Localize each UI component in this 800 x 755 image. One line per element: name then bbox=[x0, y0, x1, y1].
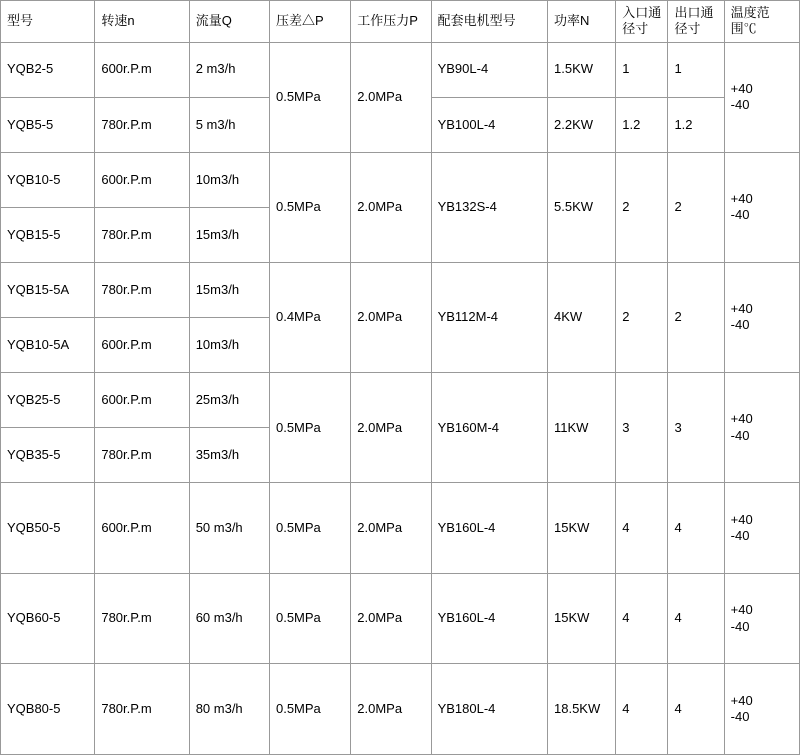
header-power: 功率N bbox=[548, 1, 616, 43]
cell-working-pressure: 2.0MPa bbox=[351, 42, 431, 152]
temperature-high: +40 bbox=[730, 191, 753, 207]
cell-outlet-diameter: 3 bbox=[668, 373, 724, 483]
cell-power: 4KW bbox=[548, 262, 616, 372]
cell-inlet-diameter: 4 bbox=[616, 573, 668, 664]
cell-motor-model: YB100L-4 bbox=[431, 97, 547, 152]
cell-power: 5.5KW bbox=[548, 152, 616, 262]
cell-outlet-diameter: 2 bbox=[668, 262, 724, 372]
temperature-low: -40 bbox=[730, 709, 750, 725]
cell-power: 11KW bbox=[548, 373, 616, 483]
cell-inlet-diameter: 1 bbox=[616, 42, 668, 97]
cell-motor-model: YB160M-4 bbox=[431, 373, 547, 483]
temperature-low: -40 bbox=[730, 207, 750, 223]
cell-working-pressure: 2.0MPa bbox=[351, 373, 431, 483]
cell-model: YQB5-5 bbox=[1, 97, 95, 152]
cell-flow: 80 m3/h bbox=[189, 664, 269, 755]
cell-flow: 60 m3/h bbox=[189, 573, 269, 664]
table-row bbox=[1, 664, 800, 755]
cell-outlet-diameter: 4 bbox=[668, 664, 724, 755]
cell-temperature-range bbox=[724, 262, 799, 372]
cell-inlet-diameter: 4 bbox=[616, 664, 668, 755]
header-working-pressure: 工作压力P bbox=[351, 1, 431, 43]
cell-model: YQB50-5 bbox=[1, 483, 95, 574]
cell-speed: 780r.P.m bbox=[95, 262, 189, 317]
cell-power: 18.5KW bbox=[548, 664, 616, 755]
cell-model: YQB60-5 bbox=[1, 573, 95, 664]
temperature-low: -40 bbox=[730, 528, 750, 544]
cell-working-pressure: 2.0MPa bbox=[351, 664, 431, 755]
cell-working-pressure: 2.0MPa bbox=[351, 152, 431, 262]
cell-motor-model: YB160L-4 bbox=[431, 573, 547, 664]
cell-speed: 600r.P.m bbox=[95, 152, 189, 207]
cell-pressure-difference: 0.5MPa bbox=[269, 152, 350, 262]
cell-working-pressure: 2.0MPa bbox=[351, 573, 431, 664]
table-row bbox=[1, 373, 800, 428]
cell-outlet-diameter: 1 bbox=[668, 42, 724, 97]
cell-power: 15KW bbox=[548, 573, 616, 664]
table-row bbox=[1, 152, 800, 207]
temperature-high: +40 bbox=[730, 301, 753, 317]
table-row bbox=[1, 42, 800, 97]
cell-model: YQB2-5 bbox=[1, 42, 95, 97]
table-header-row bbox=[1, 1, 800, 43]
temperature-low: -40 bbox=[730, 427, 750, 443]
cell-model: YQB80-5 bbox=[1, 664, 95, 755]
cell-working-pressure: 2.0MPa bbox=[351, 483, 431, 574]
cell-motor-model: YB132S-4 bbox=[431, 152, 547, 262]
cell-motor-model: YB160L-4 bbox=[431, 483, 547, 574]
header-motor-model: 配套电机型号 bbox=[431, 1, 547, 43]
header-pressure-difference: 压差△P bbox=[269, 1, 350, 43]
cell-flow: 2 m3/h bbox=[189, 42, 269, 97]
header-model: 型号 bbox=[1, 1, 95, 43]
cell-motor-model: YB180L-4 bbox=[431, 664, 547, 755]
cell-pressure-difference: 0.5MPa bbox=[269, 373, 350, 483]
temperature-low: -40 bbox=[730, 317, 750, 333]
cell-power: 1.5KW bbox=[548, 42, 616, 97]
cell-model: YQB15-5 bbox=[1, 207, 95, 262]
cell-flow: 15m3/h bbox=[189, 262, 269, 317]
cell-pressure-difference: 0.5MPa bbox=[269, 573, 350, 664]
cell-temperature-range bbox=[724, 373, 799, 483]
cell-temperature-range bbox=[724, 483, 799, 574]
cell-inlet-diameter: 3 bbox=[616, 373, 668, 483]
header-inlet-diameter: 入口通径寸 bbox=[616, 1, 668, 43]
temperature-high: +40 bbox=[730, 80, 753, 96]
cell-speed: 780r.P.m bbox=[95, 573, 189, 664]
cell-motor-model: YB90L-4 bbox=[431, 42, 547, 97]
cell-inlet-diameter: 2 bbox=[616, 152, 668, 262]
cell-inlet-diameter: 4 bbox=[616, 483, 668, 574]
cell-inlet-diameter: 1.2 bbox=[616, 97, 668, 152]
temperature-low: -40 bbox=[730, 618, 750, 634]
cell-model: YQB10-5 bbox=[1, 152, 95, 207]
cell-speed: 600r.P.m bbox=[95, 373, 189, 428]
cell-temperature-range bbox=[724, 42, 799, 152]
cell-working-pressure: 2.0MPa bbox=[351, 262, 431, 372]
header-speed: 转速n bbox=[95, 1, 189, 43]
cell-speed: 600r.P.m bbox=[95, 317, 189, 372]
temperature-high: +40 bbox=[730, 411, 753, 427]
cell-pressure-difference: 0.5MPa bbox=[269, 483, 350, 574]
temperature-high: +40 bbox=[730, 692, 753, 708]
cell-flow: 10m3/h bbox=[189, 152, 269, 207]
cell-speed: 780r.P.m bbox=[95, 207, 189, 262]
cell-speed: 600r.P.m bbox=[95, 483, 189, 574]
cell-temperature-range bbox=[724, 573, 799, 664]
cell-inlet-diameter: 2 bbox=[616, 262, 668, 372]
cell-speed: 600r.P.m bbox=[95, 42, 189, 97]
cell-outlet-diameter: 4 bbox=[668, 483, 724, 574]
temperature-high: +40 bbox=[730, 602, 753, 618]
cell-pressure-difference: 0.4MPa bbox=[269, 262, 350, 372]
cell-model: YQB15-5A bbox=[1, 262, 95, 317]
header-temperature-range: 温度范围℃ bbox=[724, 1, 799, 43]
cell-pressure-difference: 0.5MPa bbox=[269, 42, 350, 152]
cell-outlet-diameter: 4 bbox=[668, 573, 724, 664]
cell-model: YQB35-5 bbox=[1, 428, 95, 483]
cell-flow: 50 m3/h bbox=[189, 483, 269, 574]
cell-flow: 35m3/h bbox=[189, 428, 269, 483]
cell-flow: 5 m3/h bbox=[189, 97, 269, 152]
table-row bbox=[1, 573, 800, 664]
cell-motor-model: YB112M-4 bbox=[431, 262, 547, 372]
cell-speed: 780r.P.m bbox=[95, 97, 189, 152]
cell-temperature-range bbox=[724, 152, 799, 262]
header-outlet-diameter: 出口通径寸 bbox=[668, 1, 724, 43]
cell-speed: 780r.P.m bbox=[95, 428, 189, 483]
table-row bbox=[1, 262, 800, 317]
cell-outlet-diameter: 2 bbox=[668, 152, 724, 262]
header-flow: 流量Q bbox=[189, 1, 269, 43]
table-row bbox=[1, 483, 800, 574]
cell-flow: 15m3/h bbox=[189, 207, 269, 262]
cell-outlet-diameter: 1.2 bbox=[668, 97, 724, 152]
cell-temperature-range bbox=[724, 664, 799, 755]
cell-model: YQB25-5 bbox=[1, 373, 95, 428]
cell-model: YQB10-5A bbox=[1, 317, 95, 372]
cell-flow: 10m3/h bbox=[189, 317, 269, 372]
cell-power: 15KW bbox=[548, 483, 616, 574]
cell-power: 2.2KW bbox=[548, 97, 616, 152]
cell-speed: 780r.P.m bbox=[95, 664, 189, 755]
cell-flow: 25m3/h bbox=[189, 373, 269, 428]
temperature-low: -40 bbox=[730, 97, 750, 113]
cell-pressure-difference: 0.5MPa bbox=[269, 664, 350, 755]
temperature-high: +40 bbox=[730, 511, 753, 527]
